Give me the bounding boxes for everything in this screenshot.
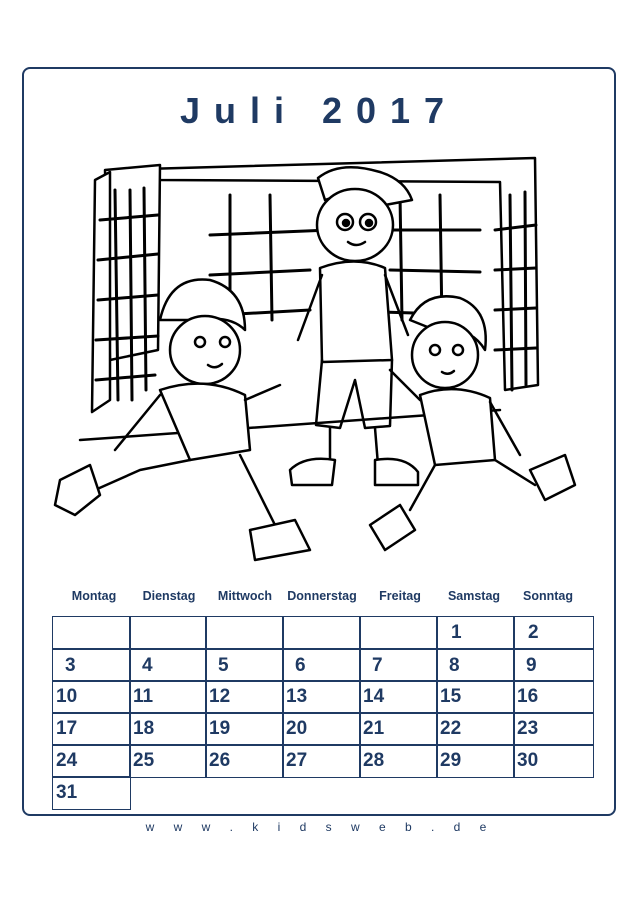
- day-cell: [359, 616, 438, 650]
- day-number: 7: [372, 655, 383, 676]
- day-cell: [129, 712, 207, 746]
- day-cell: [129, 744, 207, 778]
- day-number: 3: [65, 655, 76, 676]
- day-number: 30: [517, 750, 539, 771]
- day-cell: [513, 712, 594, 746]
- day-number: 2: [528, 622, 539, 643]
- day-number: 22: [440, 718, 462, 739]
- day-cell: [52, 680, 131, 714]
- day-number: 18: [133, 718, 155, 739]
- day-number: 8: [449, 655, 460, 676]
- day-cell: [52, 744, 131, 778]
- day-number: 27: [286, 750, 308, 771]
- day-cell: [205, 744, 284, 778]
- weekday-donnerstag: Donnerstag: [287, 589, 357, 603]
- day-number: 24: [56, 750, 78, 771]
- weekday-montag: Montag: [71, 589, 117, 603]
- calendar-title: Juli 2017: [179, 90, 459, 131]
- day-number: 31: [56, 782, 78, 803]
- weekday-samstag: Samstag: [447, 589, 501, 603]
- day-cell: [359, 712, 438, 746]
- day-number: 6: [295, 655, 306, 676]
- day-cell: [52, 616, 131, 650]
- day-cell: [513, 648, 594, 682]
- day-cell: [129, 680, 207, 714]
- day-cell: [282, 648, 361, 682]
- weekday-header: [0, 589, 640, 605]
- day-cell: [436, 648, 515, 682]
- day-cell: [52, 648, 131, 682]
- day-number: 28: [363, 750, 385, 771]
- day-cell: [282, 744, 361, 778]
- day-number: 17: [56, 718, 78, 739]
- day-number: 11: [133, 686, 154, 707]
- day-number: 12: [209, 686, 231, 707]
- day-number: 26: [209, 750, 231, 771]
- day-cell: [205, 616, 284, 650]
- day-number: 20: [286, 718, 308, 739]
- day-number: 16: [517, 686, 539, 707]
- day-cell: [436, 744, 515, 778]
- day-cell: [359, 744, 438, 778]
- day-cell: [282, 616, 361, 650]
- day-number: 14: [363, 686, 385, 707]
- day-cell: [359, 648, 438, 682]
- day-number: 21: [363, 718, 385, 739]
- day-cell: [513, 680, 594, 714]
- day-cell: [52, 776, 131, 810]
- day-number: 15: [440, 686, 462, 707]
- day-number: 9: [526, 655, 537, 676]
- weekday-mittwoch: Mittwoch: [217, 589, 273, 603]
- day-cell: [513, 616, 594, 650]
- day-number: 13: [286, 686, 308, 707]
- day-cell: [513, 744, 594, 778]
- day-number: 5: [218, 655, 229, 676]
- day-cell: [436, 680, 515, 714]
- day-cell: [282, 712, 361, 746]
- day-number: 4: [142, 655, 153, 676]
- day-cell: [129, 616, 207, 650]
- day-cell: [359, 680, 438, 714]
- day-cell: [129, 648, 207, 682]
- day-cell: [282, 680, 361, 714]
- day-number: 23: [517, 718, 539, 739]
- day-cell: [436, 616, 515, 650]
- day-cell: [205, 712, 284, 746]
- day-number: 19: [209, 718, 231, 739]
- soccer-kids-coloring-icon: [40, 150, 585, 590]
- day-cell: [205, 648, 284, 682]
- day-number: 1: [451, 622, 462, 643]
- day-cell: [436, 712, 515, 746]
- day-cell: [52, 712, 131, 746]
- day-number: 25: [133, 750, 155, 771]
- day-number: 29: [440, 750, 462, 771]
- calendar-grid: [52, 616, 592, 808]
- weekday-sonntag: Sonntag: [523, 589, 573, 603]
- website-footer: w w w . k i d s w e b . d e: [145, 820, 495, 834]
- weekday-freitag: Freitag: [379, 589, 421, 603]
- day-number: 10: [56, 686, 78, 707]
- day-cell: [205, 680, 284, 714]
- weekday-dienstag: Dienstag: [142, 589, 196, 603]
